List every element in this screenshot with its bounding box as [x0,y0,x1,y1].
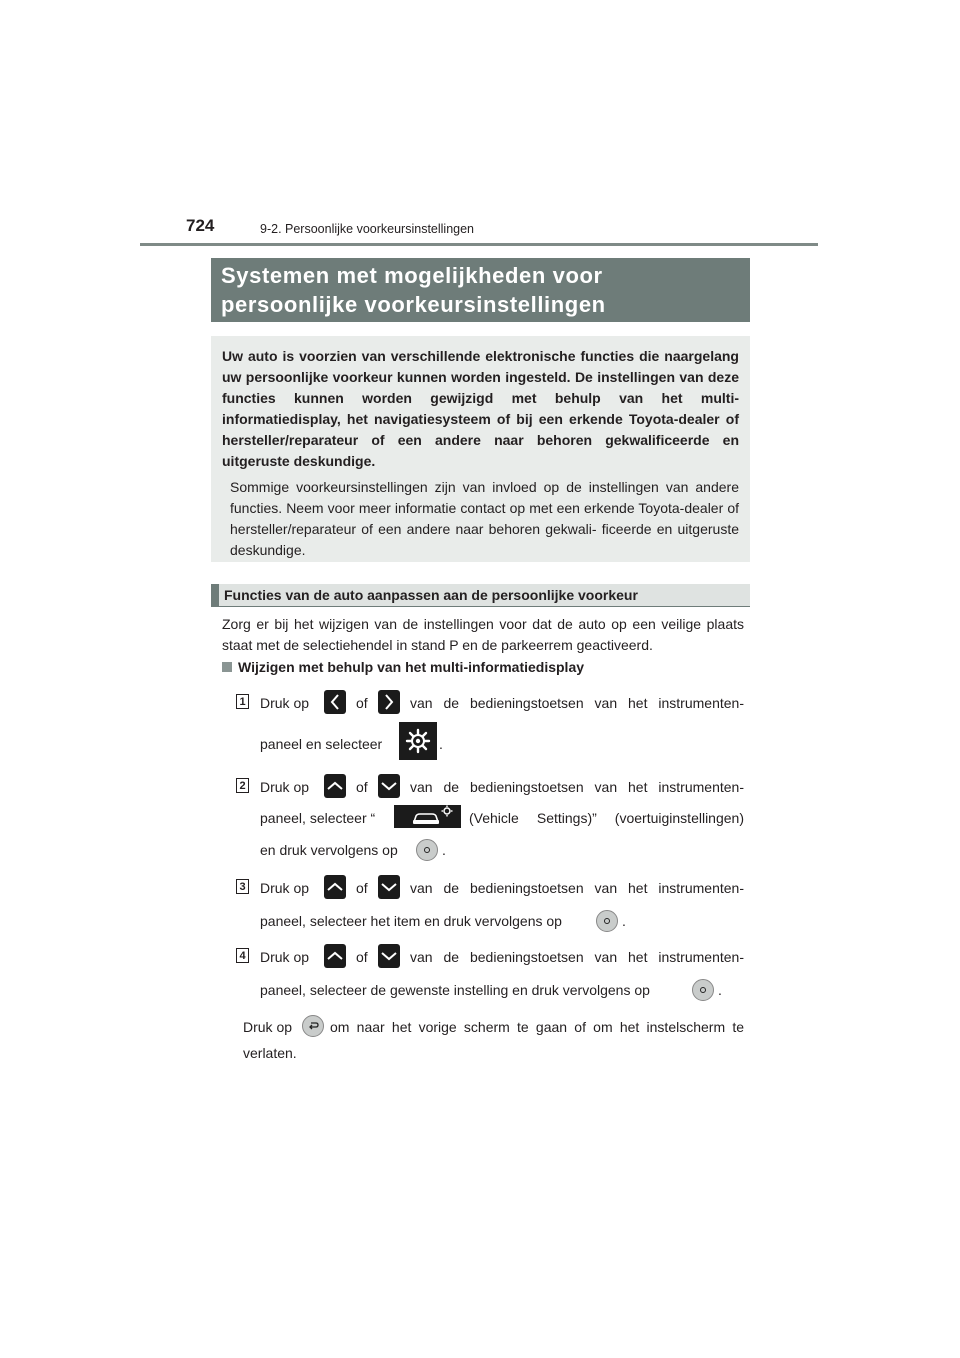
step-number-4: 4 [236,948,249,963]
step3-text-b: van de bedieningstoetsen van het instrumenten- [410,880,744,896]
ok-dot-icon [424,847,430,853]
step4-text-a: Druk op [260,949,310,965]
back-note-text-a: Druk op [243,1019,293,1035]
intro-note: Sommige voorkeursinstellingen zijn van invloed op de instellingen van andere functies. Neem voor meer informatie contact op met een erkende Toyota-dealer of hersteller/reparateur of een andere naar behoren gekwali- ficeerde en uitgeruste deskundige. [230,479,739,558]
chapter-title: 9-2. Persoonlijke voorkeursinstellingen [260,222,475,236]
back-note-text-c: verlaten. [243,1045,297,1061]
step2-text-d: en druk vervolgens op [260,842,398,858]
chevron-down-icon [378,774,400,798]
step-number-1: 1 [236,694,249,709]
intro-text: Uw auto is voorzien van verschillende elektronische functies die naargelang uw persoonlijke voorkeur kunnen worden ingesteld. De instellingen van deze functies kunnen worden gewijzigd met behulp van het multi-informatiedisplay, het navigatiesysteem of bij een erkende Toyota-dealer of hersteller/reparateur of een andere naar behoren gekwalificeerde en uitgeruste deskundige. [222,348,739,469]
step4-text-d: . [718,982,722,998]
step3-text-c: paneel, selecteer het item en druk vervolgens op [260,913,562,929]
intro-box [211,336,750,562]
step-number-3: 3 [236,879,249,894]
step2-text-c: paneel, selecteer “ [260,810,376,826]
step3-text-d: . [622,913,626,929]
chevron-right-icon [378,690,400,714]
chevron-down-icon [378,875,400,899]
step-number-2: 2 [236,778,249,793]
step2-text-c2: (Vehicle Settings)” (voertuiginstellingen) [469,810,744,826]
chevron-up-icon [324,875,346,899]
back-note-text-b: om naar het vorige scherm te gaan of om het instelscherm te [330,1019,744,1035]
step4-text-b: van de bedieningstoetsen van het instrumenten- [410,949,744,965]
vehicle-settings-icon [394,805,461,828]
section-title-line2: persoonlijke voorkeursinstellingen [221,292,606,317]
step4-text-of: of [356,949,368,965]
chevron-up-icon [324,944,346,968]
step1-text-c: paneel en selecteer [260,736,383,752]
ok-dot-icon [700,987,706,993]
step2-text-a: Druk op [260,779,310,795]
gear-icon [399,722,437,760]
section-title [211,258,750,322]
safety-paragraph: Zorg er bij het wijzigen van de instellingen voor dat de auto op een veilige plaats staat met de selectiehendel in stand P en de parkeerrem geactiveerd. [222,616,744,653]
ok-button-icon [596,910,618,932]
step4-text-c: paneel, selecteer de gewenste instelling en druk vervolgens op [260,982,650,998]
step3-text-of: of [356,880,368,896]
back-icon [302,1015,324,1037]
step2-text-b: van de bedieningstoetsen van het instrumenten- [410,779,744,795]
ok-dot-icon [604,918,610,924]
step1-text-b: van de bedieningstoetsen van het instrumenten- [410,695,744,711]
section-title-line1: Systemen met mogelijkheden voor [221,263,603,288]
bullet-heading [222,659,584,675]
header-rule [140,243,818,246]
bullet-heading-text: Wijzigen met behulp van het multi-informatiedisplay [238,659,585,675]
step3-text-a: Druk op [260,880,310,896]
ok-button-icon [416,839,438,861]
step1-text-d: . [439,736,443,752]
step1-text-a: Druk op [260,695,310,711]
chevron-left-icon [324,690,346,714]
page-number: 724 [186,216,215,235]
subsection-heading: Functies van de auto aanpassen aan de persoonlijke voorkeur [211,584,750,607]
chevron-down-icon [378,944,400,968]
bullet-square-icon [222,662,232,672]
ok-button-icon [692,979,714,1001]
step2-text-e: . [442,842,446,858]
step1-text-of: of [356,695,368,711]
chevron-up-icon [324,774,346,798]
step2-text-of: of [356,779,368,795]
